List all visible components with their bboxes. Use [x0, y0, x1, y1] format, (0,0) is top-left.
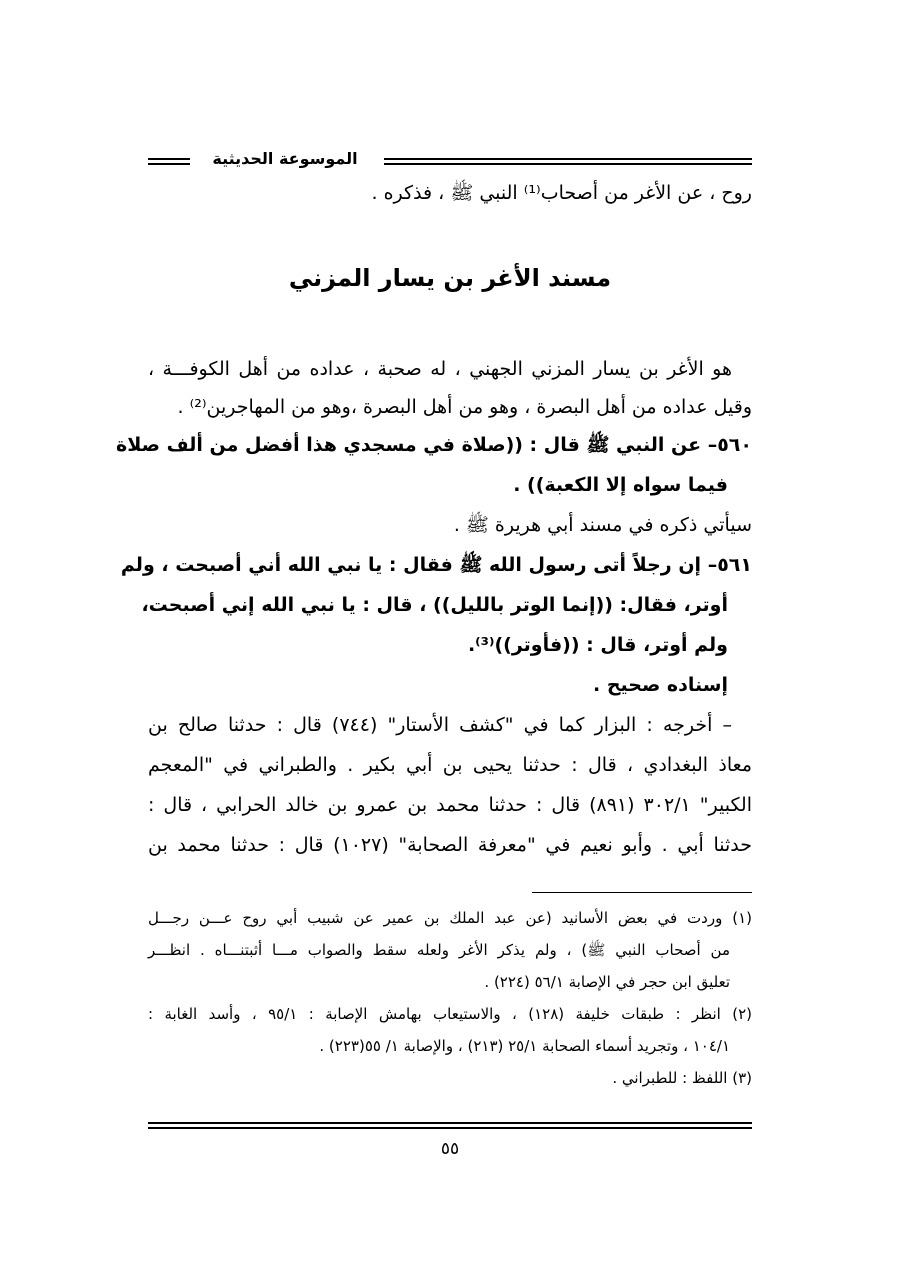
footnote-line: (٣) اللفظ : للطبراني . [612, 1069, 752, 1087]
body-line: هو الأغر بن يسار المزني الجهني ، له صحبة ، عداده من أهل الكوفـــة ، [148, 358, 732, 380]
hadith-561-line: ولم أوتر، قال : ((فأوتر))⁽³⁾. [467, 634, 728, 656]
header-rule-short [148, 158, 190, 160]
page-number: ٥٥ [440, 1139, 460, 1159]
takhrij-line: معاذ البغدادي ، قال : حدثنا يحيى بن أبي بكير . والطبراني في "المعجم [148, 754, 752, 776]
takhrij-line: الكبير" ٣٠٢/١ (٨٩١) قال : حدثنا محمد بن عمرو بن خالد الحرابي ، قال : [148, 794, 753, 816]
hadith-561-line: ٥٦١– إن رجلاً أتى رسول الله ﷺ فقال : يا نبي الله أني أصبحت ، ولم [120, 554, 752, 576]
header-rule-long [384, 158, 752, 160]
takhrij-line: حدثنا أبي . وأبو نعيم في "معرفة الصحابة" (١٠٢٧) قال : حدثنا محمد بن [148, 834, 752, 856]
isnad-line: إسناده صحيح . [592, 674, 728, 696]
header-rule-long-2 [384, 163, 752, 165]
header-title: الموسوعة الحديثية [212, 149, 358, 168]
takhrij-line: – أخرجه : البزار كما في "كشف الأستار" (٧٤٤) قال : حدثنا صالح بن [148, 714, 733, 736]
footnote-line: من أصحاب النبي ﷺ) ، ولم يذكر الأغر ولعله سقط والصواب مـــا أثبتنـــاه . انظـــر [148, 941, 730, 959]
footnote-separator [532, 892, 752, 893]
body-line: وقيل عداده من أهل البصرة ، وهو من أهل البصرة ،وهو من المهاجرين⁽²⁾ . [177, 396, 752, 418]
header-rule-short-2 [148, 163, 190, 165]
bottom-rule-2 [148, 1127, 752, 1129]
bottom-rule [148, 1122, 752, 1124]
hadith-560-line: ٥٦٠– عن النبي ﷺ قال : ((صلاة في مسجدي هذا أفضل من ألف صلاة [115, 434, 752, 456]
footnote-line: (١) وردت في بعض الأسانيد (عن عبد الملك بن عمير عن شبيب أبي روح عـــن رجـــل [148, 909, 752, 927]
intro-line: روح ، عن الأغر من أصحاب⁽¹⁾ النبي ﷺ ، فذكره . [371, 182, 752, 204]
hadith-561-line: أوتر، فقال: ((إنما الوتر بالليل)) ، قال : يا نبي الله إني أصبحت، [141, 594, 728, 616]
hadith-560-line: فيما سواه إلا الكعبة)) . [513, 474, 728, 496]
footnote-line: (٢) انظر : طبقات خليفة (١٢٨) ، والاستيعاب بهامش الإصابة : ٩٥/١ ، وأسد الغابة : [148, 1005, 752, 1023]
section-title: مسند الأغر بن يسار المزني [288, 264, 612, 292]
hadith-560-note: سيأتي ذكره في مسند أبي هريرة ﷺ . [453, 514, 752, 536]
footnote-line: ١٠٤/١ ، وتجريد أسماء الصحابة ٢٥/١ (٢١٣) ، والإصابة ١/ ٥٥(٢٢٣) . [319, 1037, 730, 1055]
footnote-line: تعليق ابن حجر في الإصابة ٥٦/١ (٢٢٤) . [484, 973, 730, 991]
